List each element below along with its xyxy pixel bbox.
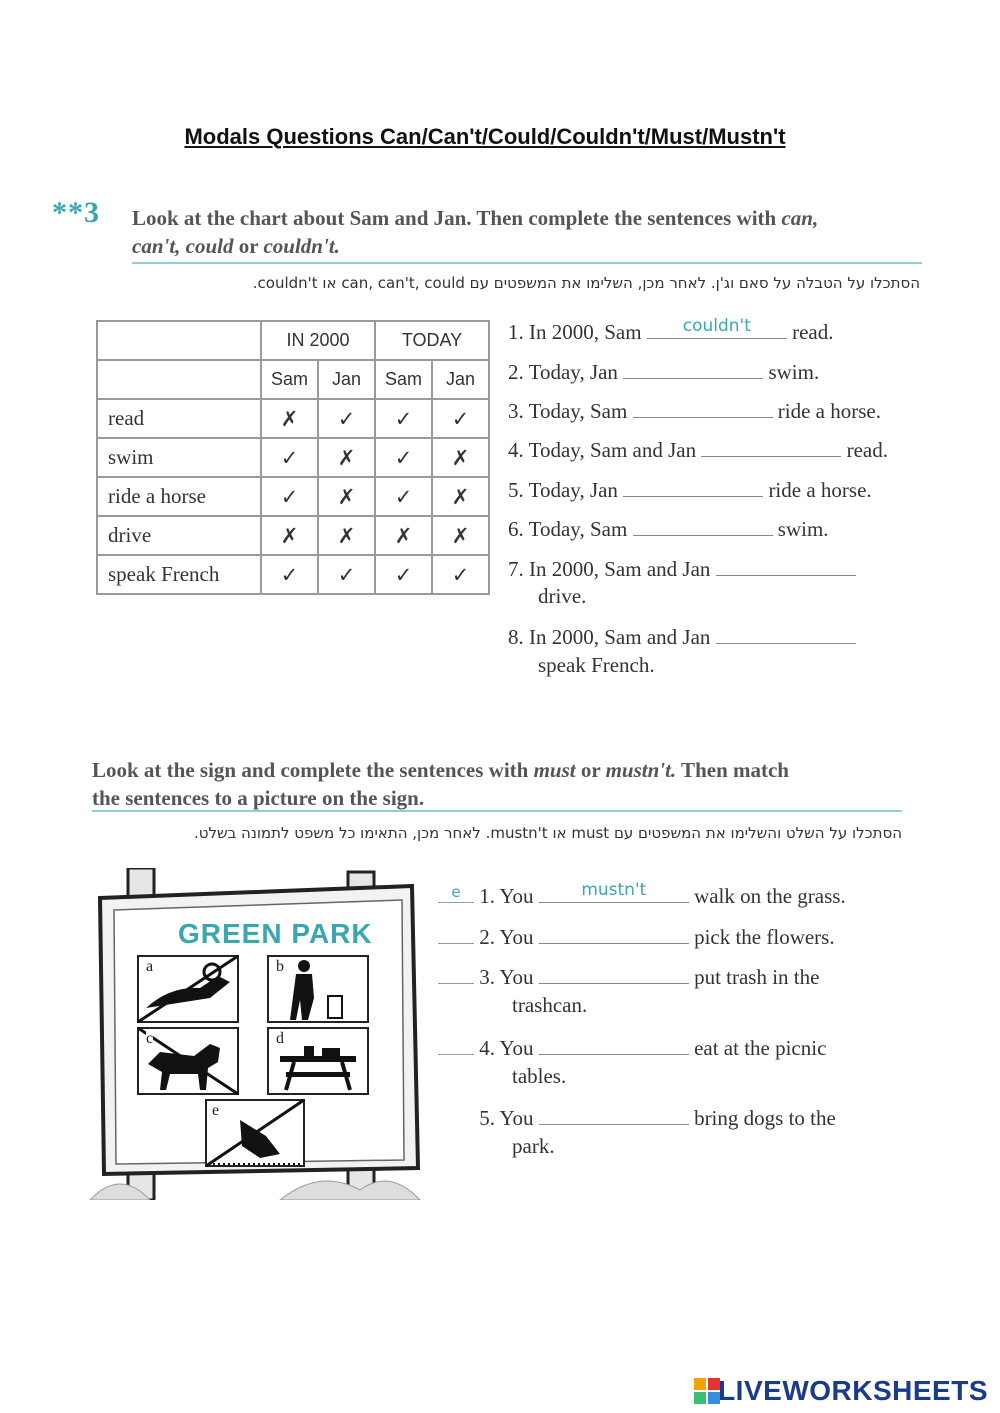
sentence-before: In 2000, Sam and Jan bbox=[529, 625, 711, 649]
page-title: Modals Questions Can/Can't/Could/Couldn't/Must/Mustn't bbox=[184, 124, 786, 149]
sentence-2 bbox=[508, 358, 819, 385]
header-in-2000: IN 2000 bbox=[261, 321, 375, 360]
rule-sentence-4-continued: tables. bbox=[512, 1064, 567, 1088]
sign-title: GREEN PARK bbox=[178, 918, 373, 949]
sentence-before: Today, Jan bbox=[528, 360, 618, 384]
header-today: TODAY bbox=[375, 321, 489, 360]
mark-cell: ✗ bbox=[432, 477, 489, 516]
mark-cell: ✗ bbox=[318, 516, 375, 555]
instr-text: the sentences to a picture on the sign. bbox=[92, 786, 425, 810]
sentence-after: read. bbox=[846, 438, 888, 462]
answer-blank[interactable] bbox=[623, 358, 763, 379]
sentence-number: 3. bbox=[508, 399, 524, 423]
sentence-after: bring dogs to the bbox=[694, 1106, 836, 1130]
mark-cell: ✓ bbox=[375, 477, 432, 516]
ability-chart bbox=[96, 320, 490, 595]
chart-corner bbox=[97, 360, 261, 399]
exercise2-instruction bbox=[92, 756, 912, 812]
sentence-8-continued: speak French. bbox=[538, 653, 655, 677]
mark-cell: ✓ bbox=[318, 399, 375, 438]
answer-blank[interactable] bbox=[539, 1104, 689, 1125]
picture-label-b: b bbox=[276, 958, 284, 975]
picture-label-d: d bbox=[276, 1030, 284, 1047]
row-label: speak French bbox=[97, 555, 261, 594]
instr-italic: mustn't. bbox=[605, 758, 677, 782]
sentence-3 bbox=[508, 397, 881, 424]
rule-sentence-5 bbox=[438, 1104, 836, 1131]
answer-text: couldn't bbox=[682, 316, 751, 336]
rule-sentence-3 bbox=[438, 963, 819, 990]
instr-italic: can't, could bbox=[132, 234, 234, 258]
answer-blank[interactable] bbox=[539, 882, 689, 903]
sentence-number: 3. bbox=[479, 965, 495, 989]
instr-italic: couldn't. bbox=[263, 234, 340, 258]
row-label: swim bbox=[97, 438, 261, 477]
mark-cell: ✓ bbox=[375, 399, 432, 438]
sentence-before: Today, Sam bbox=[528, 517, 628, 541]
sentence-number: 4. bbox=[508, 438, 524, 462]
instr-text: or bbox=[575, 758, 606, 782]
liveworksheets-logo-icon bbox=[694, 1378, 720, 1404]
sentence-before: In 2000, Sam bbox=[529, 320, 642, 344]
mark-cell: ✗ bbox=[261, 516, 318, 555]
sentence-before: You bbox=[499, 1036, 534, 1060]
exercise1-instruction bbox=[132, 204, 912, 260]
mark-cell: ✗ bbox=[318, 438, 375, 477]
chart-corner bbox=[97, 321, 261, 360]
sentence-1 bbox=[508, 318, 833, 345]
sentence-after: walk on the grass. bbox=[694, 884, 846, 908]
subheader-sam: Sam bbox=[375, 360, 432, 399]
match-blank[interactable] bbox=[438, 882, 474, 903]
instr-text: Look at the sign and complete the sentences with bbox=[92, 758, 534, 782]
sentence-after: swim. bbox=[768, 360, 820, 384]
picture-label-c: c bbox=[146, 1030, 154, 1047]
picture-label-a: a bbox=[146, 958, 154, 975]
liveworksheets-logo[interactable]: LIVEWORKSHEETS bbox=[718, 1375, 988, 1406]
answer-blank[interactable] bbox=[633, 397, 773, 418]
sentence-after: swim. bbox=[777, 517, 829, 541]
instr-italic: must bbox=[533, 758, 576, 782]
row-label: read bbox=[97, 399, 261, 438]
hebrew-instruction: הסתכלו על השלט והשלימו את המשפטים עם must או mustn't. לאחר מכן, התאימו כל משפט לתמונה בשלט. bbox=[193, 824, 902, 842]
sentence-number: 2. bbox=[508, 360, 524, 384]
sentence-before: Today, Sam bbox=[528, 399, 628, 423]
sentence-6 bbox=[508, 515, 829, 542]
answer-blank[interactable] bbox=[633, 515, 773, 536]
mark-cell: ✓ bbox=[318, 555, 375, 594]
answer-blank[interactable] bbox=[716, 555, 856, 576]
sentence-after: ride a horse. bbox=[768, 478, 872, 502]
mark-cell: ✗ bbox=[432, 438, 489, 477]
sentence-after: read. bbox=[792, 320, 834, 344]
sentence-after: eat at the picnic bbox=[694, 1036, 827, 1060]
match-answer: e bbox=[451, 883, 461, 901]
answer-blank[interactable] bbox=[701, 436, 841, 457]
sentence-before: You bbox=[499, 1106, 534, 1130]
sentence-7-continued: drive. bbox=[538, 584, 587, 608]
mark-cell: ✗ bbox=[432, 516, 489, 555]
sentence-number: 5. bbox=[508, 478, 524, 502]
mark-cell: ✓ bbox=[432, 555, 489, 594]
match-blank[interactable] bbox=[438, 923, 474, 944]
instr-text: or bbox=[233, 234, 264, 258]
picture-label-e: e bbox=[212, 1102, 220, 1119]
sentence-number: 6. bbox=[508, 517, 524, 541]
mark-cell: ✗ bbox=[261, 399, 318, 438]
sentence-after: pick the flowers. bbox=[694, 925, 835, 949]
row-label: ride a horse bbox=[97, 477, 261, 516]
sentence-after: put trash in the bbox=[694, 965, 820, 989]
answer-blank[interactable] bbox=[647, 318, 787, 339]
rule-sentence-2 bbox=[438, 923, 835, 950]
divider bbox=[92, 810, 902, 812]
sentence-after: ride a horse. bbox=[777, 399, 881, 423]
mark-cell: ✗ bbox=[318, 477, 375, 516]
match-blank[interactable] bbox=[438, 963, 474, 984]
hebrew-instruction: הסתכלו על הטבלה על סאם וג'ן. לאחר מכן, השלימו את המשפטים עם can, can't, could או couldn't. bbox=[252, 274, 920, 292]
subheader-jan: Jan bbox=[318, 360, 375, 399]
answer-blank[interactable] bbox=[539, 1034, 689, 1055]
exercise-number: **3 bbox=[52, 196, 100, 229]
mark-cell: ✓ bbox=[375, 555, 432, 594]
sentence-before: Today, Jan bbox=[528, 478, 618, 502]
answer-blank[interactable] bbox=[539, 923, 689, 944]
mark-cell: ✓ bbox=[261, 477, 318, 516]
instr-italic: can, bbox=[781, 206, 819, 230]
sentence-before: You bbox=[499, 925, 534, 949]
match-blank[interactable] bbox=[438, 1104, 474, 1125]
instr-text: Then match bbox=[676, 758, 789, 782]
sentence-7 bbox=[508, 555, 856, 582]
sentence-before: You bbox=[499, 884, 534, 908]
sentence-number: 1. bbox=[479, 884, 495, 908]
answer-blank[interactable] bbox=[716, 623, 856, 644]
rule-sentence-4 bbox=[438, 1034, 826, 1061]
subheader-jan: Jan bbox=[432, 360, 489, 399]
instr-text: Look at the chart about Sam and Jan. Then complete the sentences with bbox=[132, 206, 782, 230]
sentence-before: Today, Sam and Jan bbox=[528, 438, 697, 462]
rule-sentence-1 bbox=[438, 882, 846, 909]
divider bbox=[132, 262, 922, 264]
mark-cell: ✓ bbox=[432, 399, 489, 438]
subheader-sam: Sam bbox=[261, 360, 318, 399]
sentence-before: In 2000, Sam and Jan bbox=[529, 557, 711, 581]
sentence-number: 1. bbox=[508, 320, 524, 344]
answer-blank[interactable] bbox=[623, 476, 763, 497]
sentence-8 bbox=[508, 623, 856, 650]
rule-sentence-5-continued: park. bbox=[512, 1134, 555, 1158]
mark-cell: ✗ bbox=[375, 516, 432, 555]
answer-text: mustn't bbox=[581, 880, 647, 900]
sentence-number: 7. bbox=[508, 557, 524, 581]
sentence-before: You bbox=[499, 965, 534, 989]
row-label: drive bbox=[97, 516, 261, 555]
mark-cell: ✓ bbox=[261, 438, 318, 477]
sentence-5 bbox=[508, 476, 872, 503]
rule-sentence-3-continued: trashcan. bbox=[512, 993, 588, 1017]
mark-cell: ✓ bbox=[261, 555, 318, 594]
answer-blank[interactable] bbox=[539, 963, 689, 984]
sentence-number: 4. bbox=[479, 1036, 495, 1060]
sentence-number: 5. bbox=[479, 1106, 495, 1130]
mark-cell: ✓ bbox=[375, 438, 432, 477]
sentence-number: 8. bbox=[508, 625, 524, 649]
sentence-4 bbox=[508, 436, 888, 463]
match-blank[interactable] bbox=[438, 1034, 474, 1055]
sentence-number: 2. bbox=[479, 925, 495, 949]
